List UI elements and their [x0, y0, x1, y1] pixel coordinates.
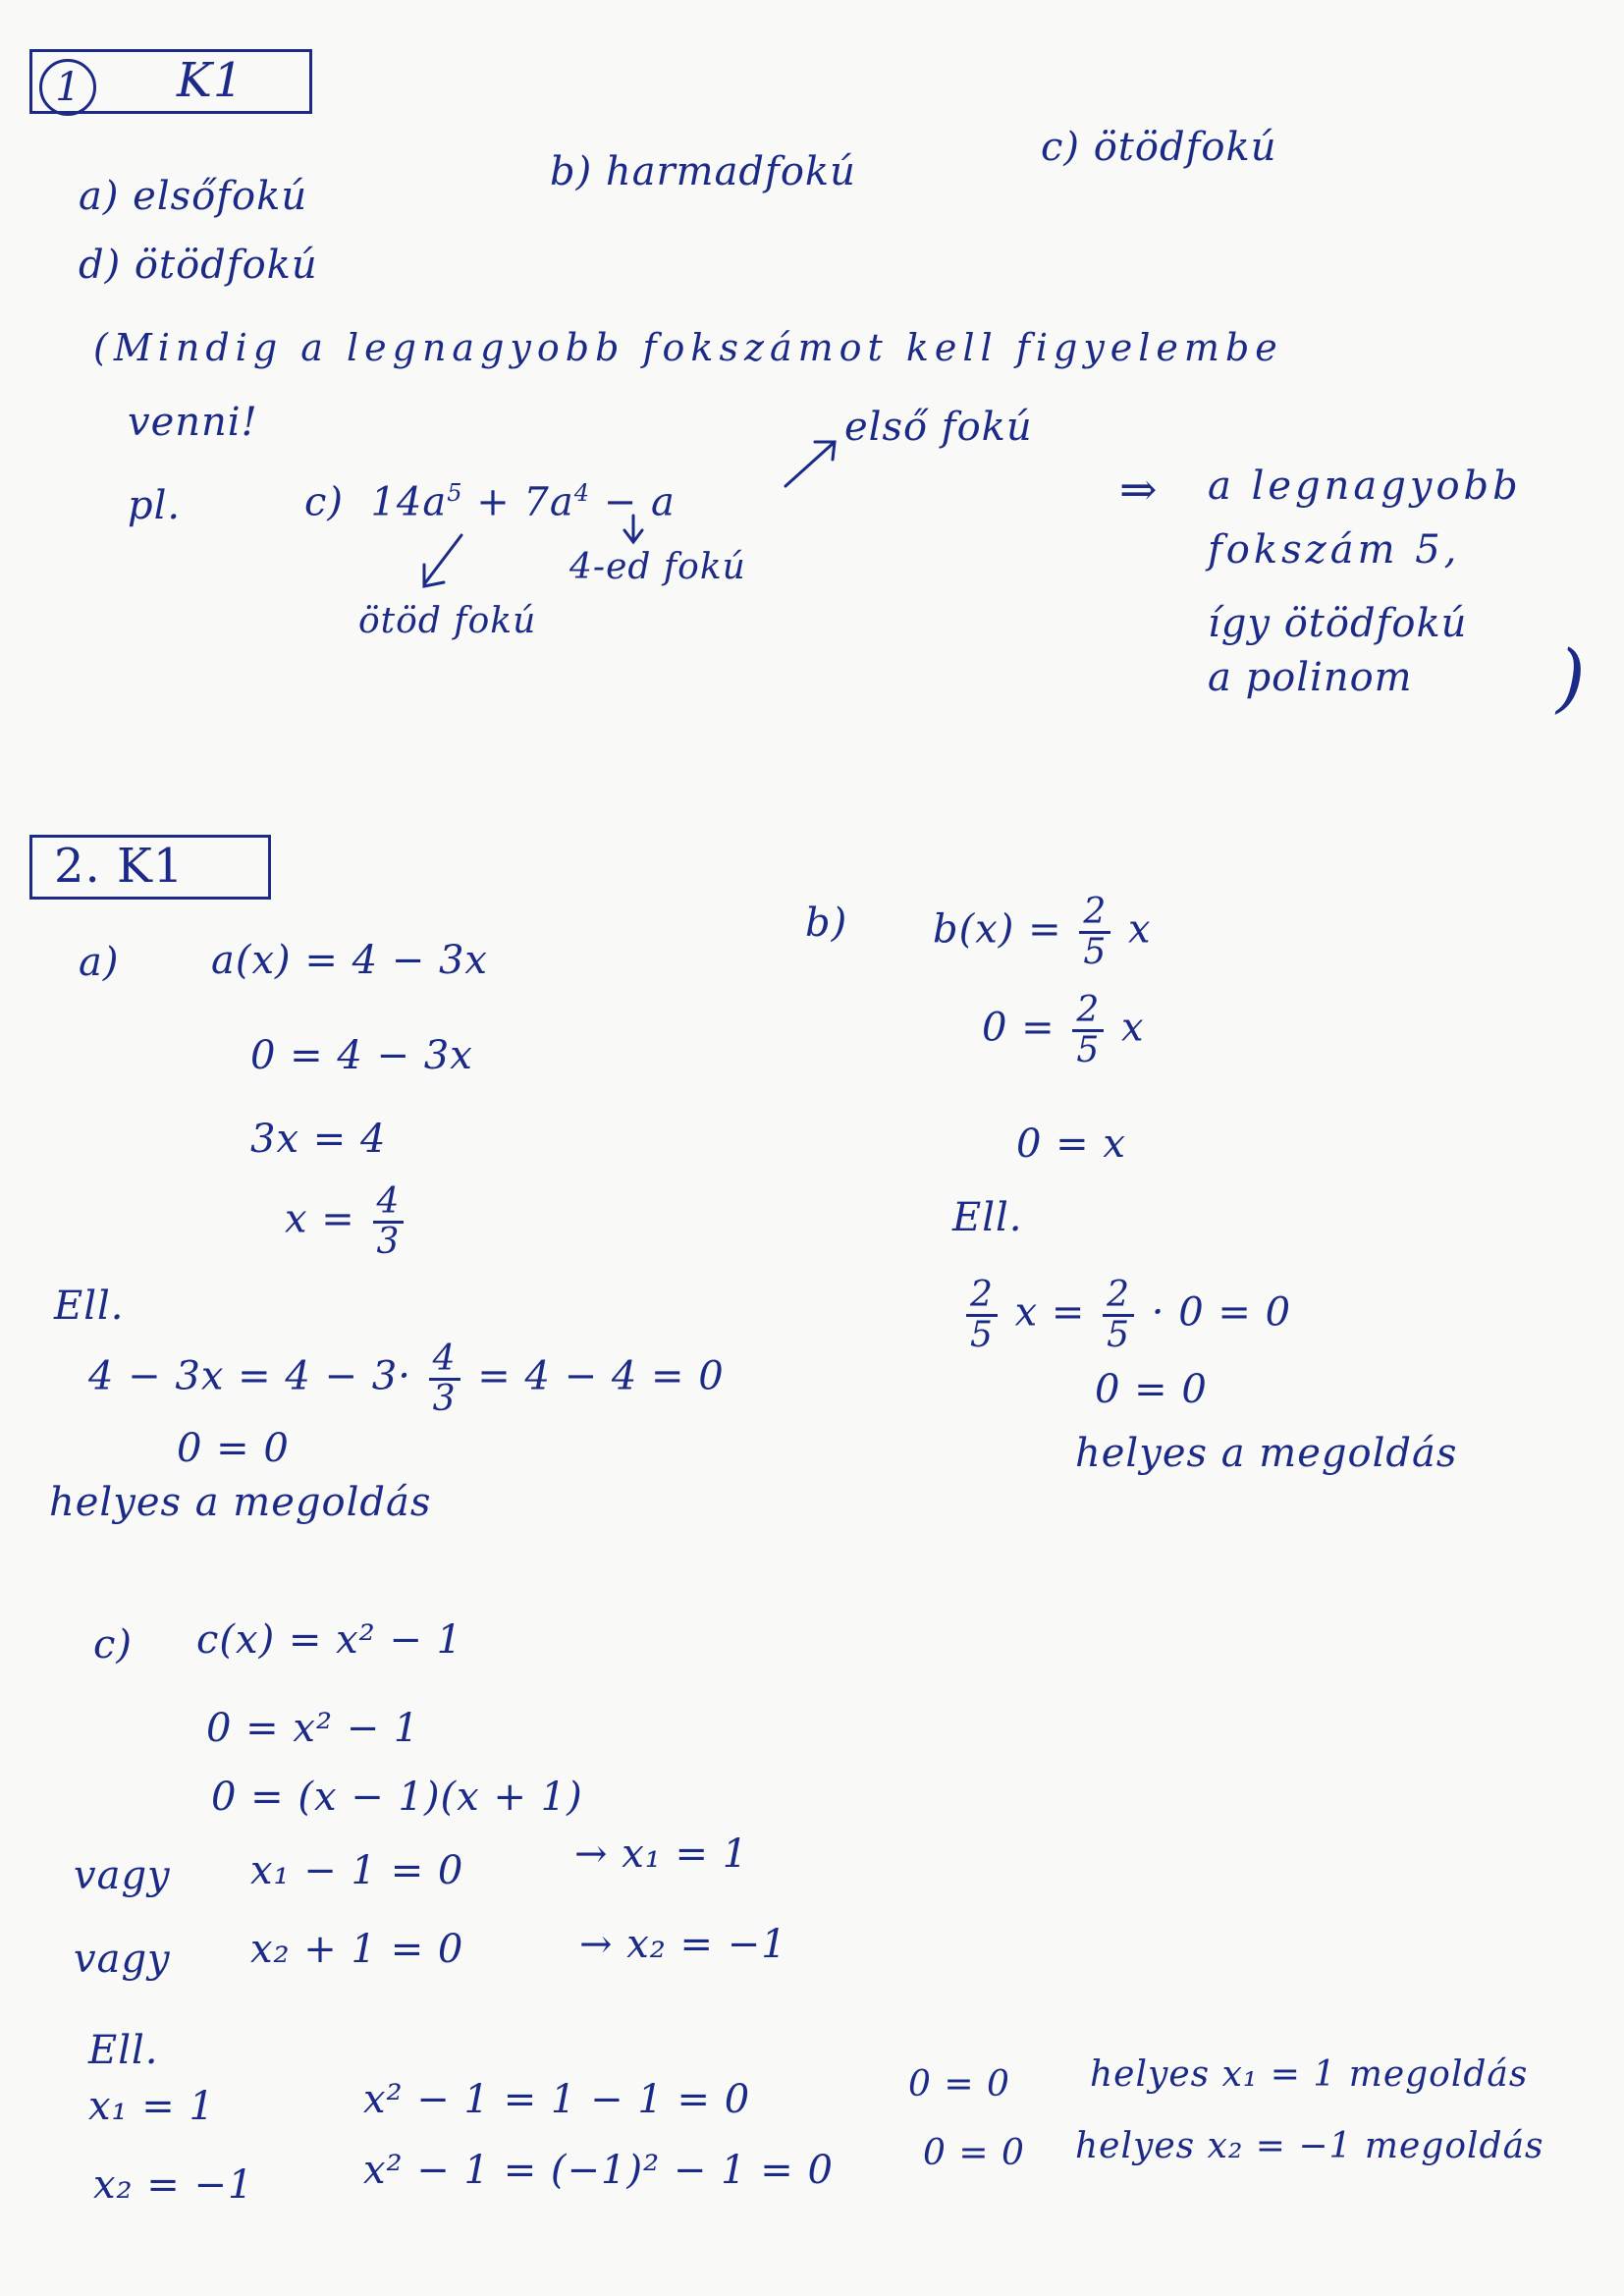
example-exp1: 5 — [447, 479, 463, 507]
example-part-label: c) — [304, 479, 345, 525]
task2c-sol1: → x₁ = 1 — [574, 1831, 749, 1877]
task2c-or-2: vagy — [74, 1937, 171, 1982]
conclusion-line1: a legnagyobb — [1208, 464, 1522, 509]
task2b-def-lhs: b(x) = — [933, 906, 1062, 953]
task2a-check-label: Ell. — [54, 1284, 125, 1329]
task2b-result: helyes a megoldás — [1075, 1431, 1458, 1476]
example-exp2: 4 — [573, 479, 591, 507]
task2b-definition — [933, 894, 1152, 971]
arrow-to-fifth-degree — [424, 535, 461, 584]
fraction-numerator: 4 — [429, 1340, 460, 1381]
task2c-sol2: → x₂ = −1 — [579, 1922, 787, 1967]
task2c-row1-result: helyes x₁ = 1 megoldás — [1090, 2054, 1529, 2095]
task2c-row2-result: helyes x₂ = −1 megoldás — [1075, 2126, 1544, 2166]
task2c-row2-calc: x² − 1 = (−1)² − 1 = 0 — [363, 2148, 834, 2193]
task2b-check-rhs: · 0 = 0 — [1151, 1289, 1292, 1336]
conclusion-arrow: ⇒ — [1119, 463, 1159, 516]
fraction-numerator: 4 — [373, 1183, 405, 1224]
task2b-check-line — [962, 1277, 1291, 1354]
task2b-step1 — [982, 992, 1145, 1069]
task2a-check2: 0 = 0 — [177, 1426, 290, 1471]
task1-note-line2: venni! — [128, 400, 258, 445]
annotation-fifth-degree: ötöd fokú — [358, 601, 537, 641]
task2a-step3 — [285, 1183, 407, 1261]
fraction-numerator: 2 — [1072, 992, 1104, 1032]
task2a-check-rhs: = 4 − 4 = 0 — [477, 1353, 725, 1399]
task2c-eq2: x₂ + 1 = 0 — [250, 1927, 464, 1972]
example-term2: + 7a — [476, 479, 574, 525]
task2a-step3-lhs: x = — [285, 1196, 355, 1242]
task2b-step1-var: x — [1121, 1005, 1145, 1051]
conclusion-line3: így ötödfokú — [1208, 601, 1468, 646]
arrowhead-fifth — [424, 565, 444, 586]
task2c-or-1: vagy — [74, 1853, 171, 1898]
task1-note-line1: (Mindig a legnagyobb fokszámot kell figyelembe — [93, 326, 1283, 369]
example-term1: 14a — [370, 479, 448, 525]
task2a-check-fraction — [429, 1340, 460, 1418]
conclusion-line2: fokszám 5, — [1208, 527, 1461, 573]
task1-example-label: pl. — [128, 483, 182, 528]
example-term3: − a — [603, 479, 676, 525]
task2b-step1-fraction — [1072, 992, 1104, 1069]
task2b-step2: 0 = x — [1016, 1121, 1126, 1167]
task2a-step1: 0 = 4 − 3x — [250, 1033, 473, 1078]
fraction-denominator: 3 — [376, 1221, 401, 1262]
task2c-row1-x: x₁ = 1 — [88, 2084, 215, 2129]
annotation-first-degree: első fokú — [844, 405, 1033, 450]
task2-header-label: 2. K1 — [54, 839, 185, 894]
task2a-result: helyes a megoldás — [49, 1480, 432, 1525]
task2c-step2: 0 = (x − 1)(x + 1) — [211, 1775, 583, 1820]
task2b-check-label: Ell. — [952, 1195, 1023, 1240]
task1-answer-c: c) ötödfokú — [1041, 125, 1277, 170]
task2a-check-line — [88, 1340, 725, 1418]
task2b-def-var: x — [1127, 906, 1152, 953]
fraction-denominator: 5 — [970, 1314, 994, 1355]
fraction-denominator: 5 — [1083, 931, 1108, 972]
task2b-check2: 0 = 0 — [1095, 1367, 1208, 1412]
fraction-numerator: 2 — [1079, 894, 1110, 934]
task2b-check-fraction2 — [1103, 1277, 1134, 1354]
fraction-numerator: 2 — [1103, 1277, 1134, 1317]
task2c-row2-eq: 0 = 0 — [923, 2133, 1025, 2173]
arrow-to-first-degree — [785, 442, 835, 486]
task2c-row2-x: x₂ = −1 — [93, 2162, 254, 2208]
closing-parenthesis: ) — [1556, 633, 1586, 721]
task2c-step1: 0 = x² − 1 — [206, 1706, 420, 1751]
task2c-row1-eq: 0 = 0 — [908, 2064, 1010, 2105]
task2a-check-lhs: 4 − 3x = 4 − 3· — [88, 1353, 411, 1399]
task1-answer-b: b) harmadfokú — [550, 149, 856, 194]
fraction-denominator: 5 — [1076, 1029, 1101, 1070]
task2b-def-fraction — [1079, 894, 1110, 971]
task1-answer-a: a) elsőfokú — [79, 174, 308, 219]
fraction-denominator: 5 — [1107, 1314, 1131, 1355]
fraction-denominator: 3 — [432, 1378, 457, 1419]
conclusion-line4: a polinom — [1208, 655, 1413, 700]
task2b-label: b) — [805, 901, 848, 946]
fraction-numerator: 2 — [966, 1277, 998, 1317]
task2b-check-fraction1 — [966, 1277, 998, 1354]
task2c-check-label: Ell. — [88, 2028, 159, 2073]
task2c-row1-calc: x² − 1 = 1 − 1 = 0 — [363, 2077, 751, 2122]
task2c-definition: c(x) = x² − 1 — [196, 1617, 463, 1663]
task2b-step1-lhs: 0 = — [982, 1005, 1056, 1051]
task2a-definition: a(x) = 4 − 3x — [211, 938, 488, 983]
task1-header-label: K1 — [177, 53, 244, 108]
task2a-label: a) — [79, 940, 120, 985]
task2a-step2: 3x = 4 — [250, 1117, 387, 1162]
task1-number: 1 — [55, 65, 81, 110]
task1-answer-d: d) ötödfokú — [79, 243, 318, 288]
annotation-fourth-degree: 4-ed fokú — [569, 547, 746, 587]
task2c-eq1: x₁ − 1 = 0 — [250, 1848, 464, 1893]
task2b-check-mid: x = — [1014, 1289, 1086, 1336]
task2c-label: c) — [93, 1622, 134, 1667]
task2a-fraction — [373, 1183, 405, 1261]
